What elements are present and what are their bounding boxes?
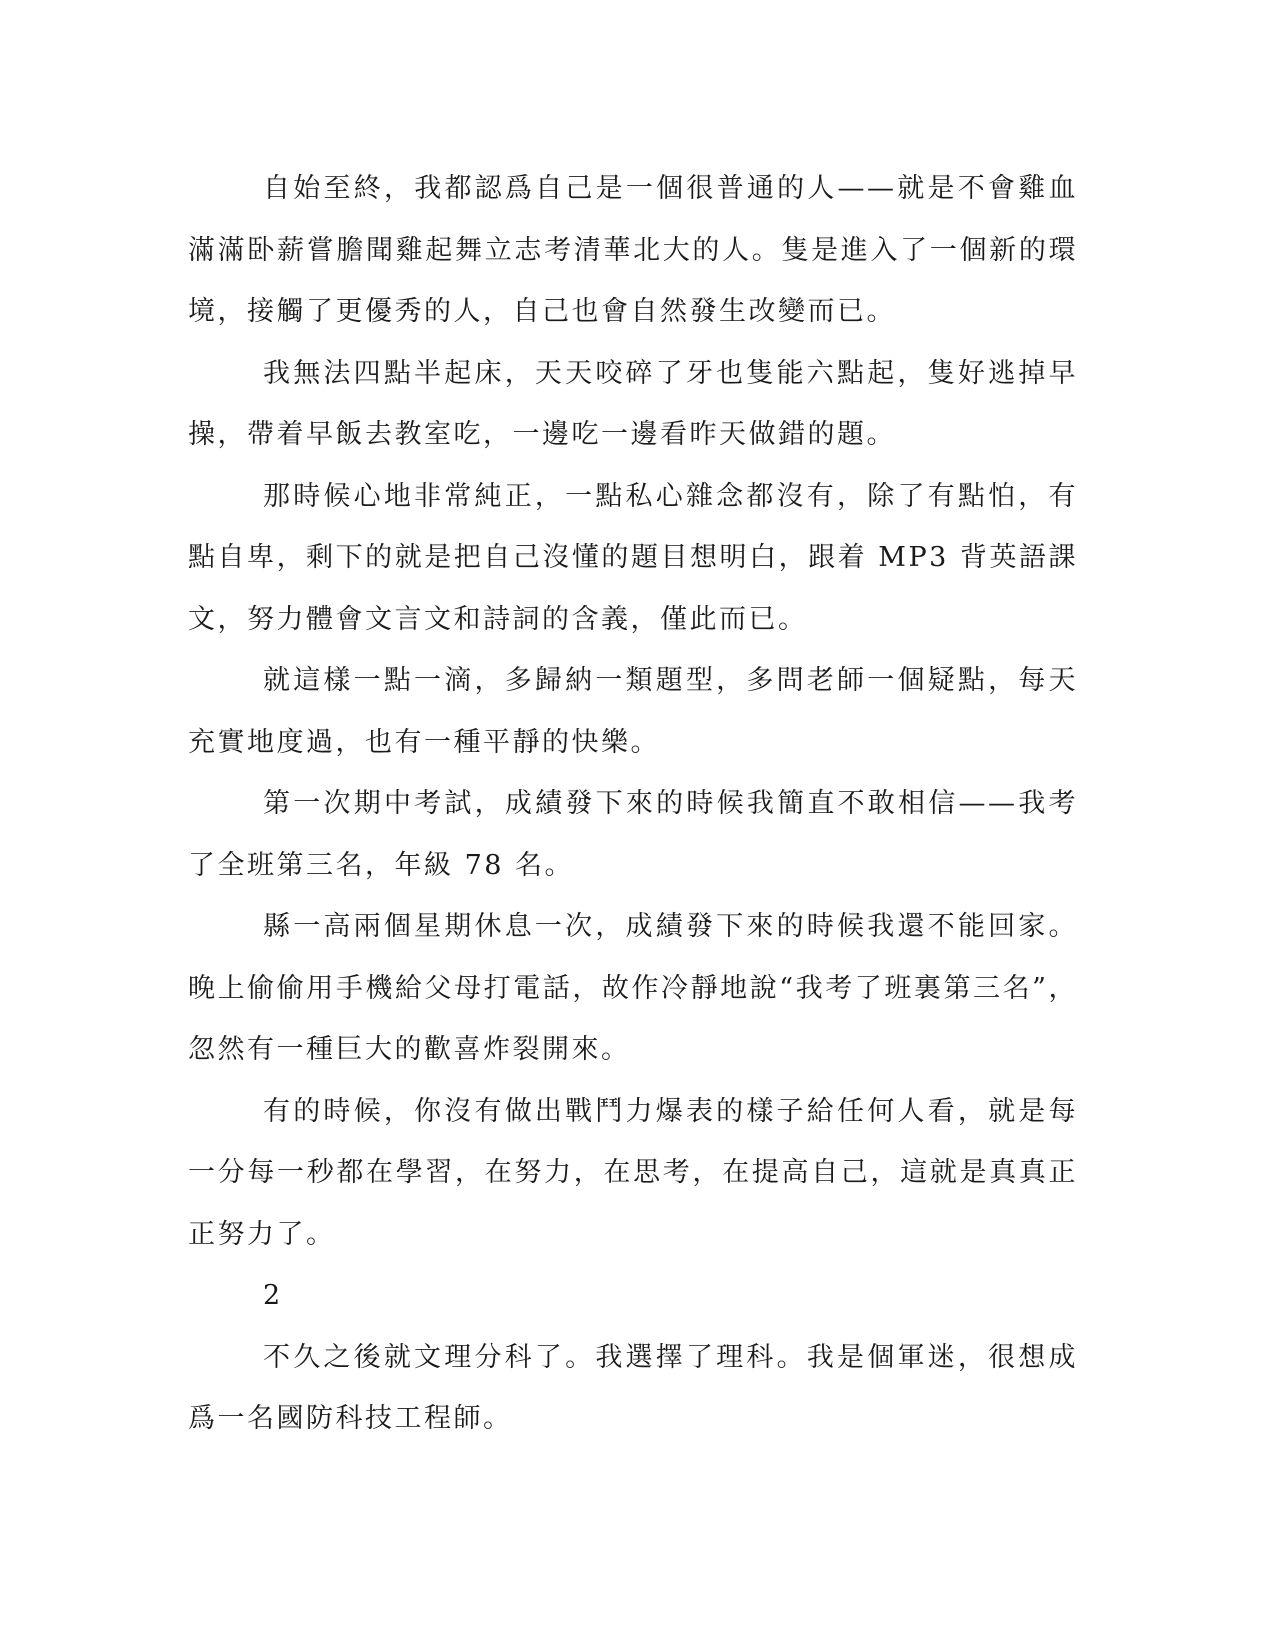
paragraph-8: 不久之後就文理分科了。我選擇了理科。我是個軍迷，很想成爲一名國防科技工程師。: [188, 1341, 1078, 1434]
paragraph-5: 第一次期中考試，成績發下來的時候我簡直不敢相信——我考了全班第三名，年級 78 名。: [188, 788, 1078, 881]
section-number: 2: [263, 1280, 283, 1311]
paragraph-2: 我無法四點半起床，天天咬碎了牙也隻能六點起，隻好逃掉早操，帶着早飯去教室吃，一邊吃一邊看昨天做錯的題。: [188, 357, 1078, 450]
paragraph-7: 有的時候，你沒有做出戰鬥力爆表的樣子給任何人看，就是每一分每一秒都在學習，在努力，在思考，在提高自己，這就是真真正正努力了。: [188, 1095, 1078, 1250]
paragraph-6: 縣一高兩個星期休息一次，成績發下來的時候我還不能回家。晚上偷偷用手機給父母打電話，故作冷靜地說“我考了班裏第三名”，忽然有一種巨大的歡喜炸裂開來。: [188, 911, 1078, 1065]
document-body: [188, 158, 1078, 1450]
paragraph-3: 那時候心地非常純正，一點私心雜念都沒有，除了有點怕，有點自卑，剩下的就是把自己沒懂的題目想明白，跟着 MP3 背英語課文，努力體會文言文和詩詞的含義，僅此而已。: [188, 480, 1078, 635]
paragraph-4: 就這樣一點一滴，多歸納一類題型，多問老師一個疑點，每天充實地度過，也有一種平靜的快樂。: [188, 665, 1078, 758]
paragraph-1: 自始至終，我都認爲自己是一個很普通的人——就是不會雞血滿滿卧薪嘗膽聞雞起舞立志考清華北大的人。隻是進入了一個新的環境，接觸了更優秀的人，自己也會自然發生改變而已。: [188, 173, 1078, 327]
